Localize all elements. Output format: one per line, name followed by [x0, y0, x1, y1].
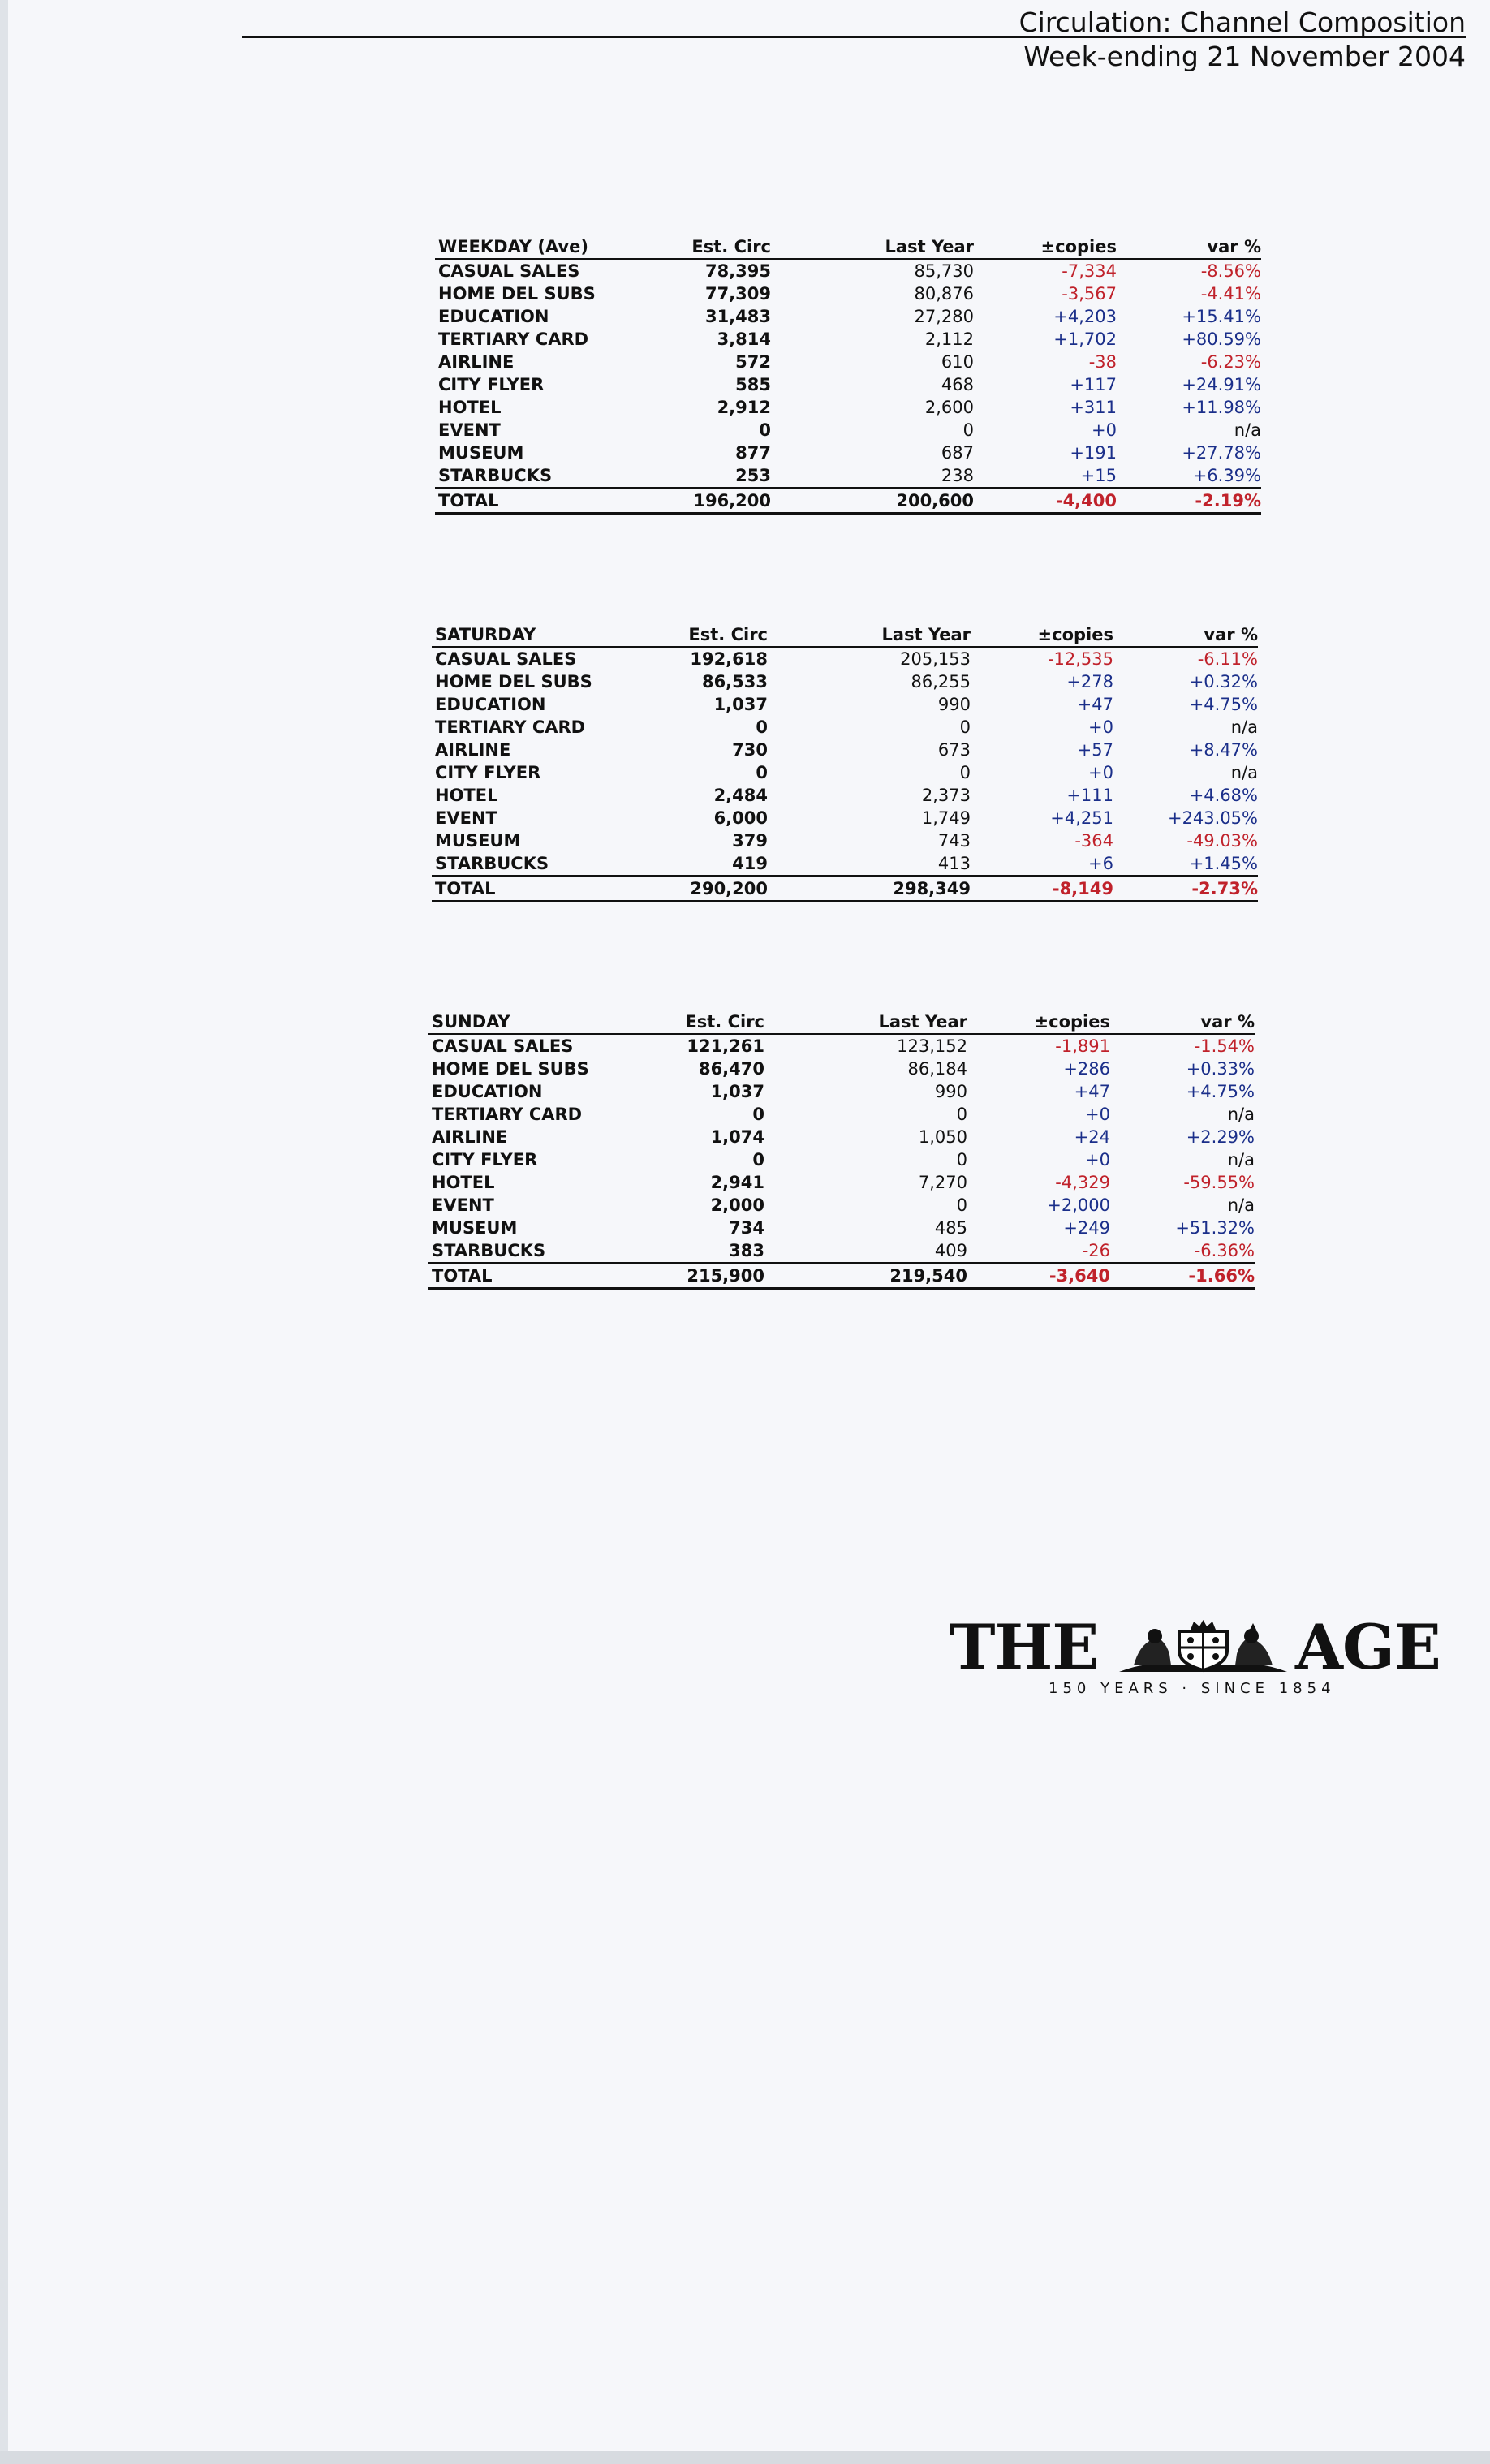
row-label: STARBUCKS: [438, 466, 553, 485]
row-est-circ: 253: [735, 466, 771, 485]
row-est-circ: 192,618: [690, 649, 768, 669]
table-row: [435, 419, 1261, 442]
col-copies-change: ±copies: [1040, 237, 1117, 256]
row-last-year: 2,600: [924, 398, 974, 417]
row-last-year: 1,749: [921, 808, 971, 828]
row-last-year: 0: [959, 717, 971, 737]
row-last-year: 85,730: [914, 261, 974, 281]
sunday-table: [428, 1010, 1255, 1290]
row-var-pct: -8.56%: [1200, 261, 1261, 281]
row-var-pct: +1.45%: [1189, 854, 1258, 873]
table-row: [428, 1217, 1255, 1239]
row-label: TERTIARY CARD: [435, 717, 586, 737]
table-row: [428, 1080, 1255, 1103]
row-copies-change: +2,000: [1047, 1195, 1110, 1215]
table-row: [428, 1103, 1255, 1126]
table-row: [432, 716, 1258, 739]
row-copies-change: +278: [1066, 672, 1113, 691]
row-var-pct: +243.05%: [1167, 808, 1258, 828]
row-copies-change: +0: [1088, 717, 1113, 737]
row-label: AIRLINE: [438, 352, 515, 372]
row-var-pct: -49.03%: [1186, 831, 1258, 851]
table-body: [435, 260, 1261, 487]
row-last-year: 2,112: [924, 330, 974, 349]
row-copies-change: +47: [1077, 695, 1113, 714]
row-var-pct: +4.75%: [1189, 695, 1258, 714]
row-var-pct: +0.33%: [1186, 1059, 1255, 1079]
total-label: TOTAL: [432, 1266, 493, 1286]
weekday-table: [435, 235, 1261, 515]
table-body: [432, 648, 1258, 875]
row-copies-change: +111: [1066, 786, 1113, 805]
table-row: [428, 1126, 1255, 1148]
col-var-pct: var %: [1204, 625, 1258, 644]
row-copies-change: +24: [1074, 1127, 1110, 1147]
row-var-pct: +4.68%: [1189, 786, 1258, 805]
row-var-pct: +24.91%: [1182, 375, 1261, 394]
col-est-circ: Est. Circ: [685, 1012, 764, 1032]
row-copies-change: +0: [1088, 763, 1113, 782]
logo-tagline: 150 YEARS · SINCE 1854: [1049, 1680, 1336, 1697]
row-est-circ: 383: [729, 1241, 764, 1260]
row-var-pct: -59.55%: [1183, 1173, 1255, 1192]
row-last-year: 80,876: [914, 284, 974, 304]
row-label: CASUAL SALES: [438, 261, 580, 281]
row-est-circ: 730: [732, 740, 768, 760]
total-last: 219,540: [889, 1266, 967, 1286]
row-label: HOTEL: [432, 1173, 495, 1192]
row-label: CASUAL SALES: [432, 1036, 574, 1056]
table-title: WEEKDAY (Ave): [438, 237, 588, 256]
row-copies-change: +311: [1070, 398, 1117, 417]
row-last-year: 7,270: [918, 1173, 967, 1192]
row-var-pct: +2.29%: [1186, 1127, 1255, 1147]
row-copies-change: +191: [1070, 443, 1117, 463]
table-row: [432, 761, 1258, 784]
table-row: [428, 1194, 1255, 1217]
row-label: MUSEUM: [438, 443, 524, 463]
row-var-pct: +15.41%: [1182, 307, 1261, 326]
row-est-circ: 877: [735, 443, 771, 463]
row-est-circ: 379: [732, 831, 768, 851]
table-header: [435, 235, 1261, 260]
row-est-circ: 0: [759, 420, 771, 440]
row-label: EVENT: [435, 808, 497, 828]
col-var-pct: var %: [1200, 1012, 1255, 1032]
row-est-circ: 6,000: [713, 808, 768, 828]
table-row: [428, 1171, 1255, 1194]
table-row: [435, 305, 1261, 328]
table-row: [432, 784, 1258, 807]
row-last-year: 27,280: [914, 307, 974, 326]
row-copies-change: +0: [1085, 1150, 1110, 1170]
scan-edge-bottom: [0, 2451, 1490, 2464]
row-est-circ: 3,814: [717, 330, 771, 349]
table-total-row: [428, 1262, 1255, 1290]
row-est-circ: 2,000: [710, 1195, 764, 1215]
row-est-circ: 86,470: [698, 1059, 764, 1079]
the-age-logo: [941, 1611, 1445, 1704]
row-label: EVENT: [438, 420, 501, 440]
row-copies-change: -4,329: [1055, 1173, 1110, 1192]
row-var-pct: +4.75%: [1186, 1082, 1255, 1101]
row-label: MUSEUM: [435, 831, 521, 851]
table-title: SATURDAY: [435, 625, 536, 644]
table-row: [435, 464, 1261, 487]
col-est-circ: Est. Circ: [688, 625, 768, 644]
scan-edge-left: [0, 0, 8, 2464]
row-var-pct: -6.11%: [1197, 649, 1258, 669]
row-label: HOTEL: [438, 398, 502, 417]
row-last-year: 123,152: [897, 1036, 967, 1056]
row-label: CITY FLYER: [432, 1150, 538, 1170]
row-copies-change: +57: [1077, 740, 1113, 760]
row-est-circ: 585: [735, 375, 771, 394]
total-est: 196,200: [693, 491, 771, 510]
col-last-year: Last Year: [885, 237, 974, 256]
col-var-pct: var %: [1207, 237, 1261, 256]
table-row: [432, 739, 1258, 761]
table-row: [428, 1148, 1255, 1171]
report-title: Circulation: Channel Composition: [1018, 6, 1466, 38]
total-var: -1.66%: [1188, 1266, 1255, 1286]
col-copies-change: ±copies: [1037, 625, 1113, 644]
row-label: HOTEL: [435, 786, 498, 805]
saturday-table: [432, 623, 1258, 902]
row-est-circ: 1,037: [713, 695, 768, 714]
row-est-circ: 2,912: [717, 398, 771, 417]
row-copies-change: +286: [1063, 1059, 1110, 1079]
total-var: -2.73%: [1191, 879, 1258, 898]
row-last-year: 743: [937, 831, 971, 851]
total-est: 290,200: [690, 879, 768, 898]
row-last-year: 687: [941, 443, 974, 463]
table-row: [435, 328, 1261, 351]
row-var-pct: n/a: [1227, 1105, 1255, 1124]
row-copies-change: -1,891: [1055, 1036, 1110, 1056]
row-est-circ: 31,483: [704, 307, 771, 326]
row-var-pct: +27.78%: [1182, 443, 1261, 463]
row-label: STARBUCKS: [435, 854, 549, 873]
total-label: TOTAL: [438, 491, 499, 510]
table-body: [428, 1035, 1255, 1262]
row-last-year: 0: [956, 1105, 967, 1124]
row-var-pct: -6.23%: [1200, 352, 1261, 372]
table-row: [435, 396, 1261, 419]
row-label: AIRLINE: [432, 1127, 508, 1147]
row-last-year: 86,184: [907, 1059, 967, 1079]
row-var-pct: +8.47%: [1189, 740, 1258, 760]
table-row: [432, 829, 1258, 852]
row-label: TERTIARY CARD: [432, 1105, 583, 1124]
table-row: [432, 852, 1258, 875]
row-est-circ: 86,533: [701, 672, 768, 691]
row-est-circ: 0: [752, 1105, 764, 1124]
col-last-year: Last Year: [878, 1012, 967, 1032]
total-chg: -4,400: [1055, 491, 1117, 510]
col-last-year: Last Year: [881, 625, 971, 644]
row-copies-change: +0: [1085, 1105, 1110, 1124]
row-last-year: 413: [937, 854, 971, 873]
table-row: [432, 670, 1258, 693]
row-last-year: 610: [941, 352, 974, 372]
row-last-year: 0: [956, 1195, 967, 1215]
row-last-year: 468: [941, 375, 974, 394]
row-copies-change: -26: [1082, 1241, 1110, 1260]
row-last-year: 2,373: [921, 786, 971, 805]
row-last-year: 0: [962, 420, 974, 440]
row-var-pct: n/a: [1227, 1195, 1255, 1215]
total-est: 215,900: [687, 1266, 764, 1286]
row-last-year: 990: [934, 1082, 967, 1101]
table-row: [432, 648, 1258, 670]
col-est-circ: Est. Circ: [691, 237, 771, 256]
row-est-circ: 78,395: [704, 261, 771, 281]
row-last-year: 205,153: [900, 649, 971, 669]
row-last-year: 238: [941, 466, 974, 485]
row-copies-change: +4,203: [1053, 307, 1117, 326]
row-var-pct: n/a: [1234, 420, 1261, 440]
total-label: TOTAL: [435, 879, 496, 898]
row-var-pct: +51.32%: [1175, 1218, 1255, 1238]
table-header: [428, 1010, 1255, 1035]
row-last-year: 0: [959, 763, 971, 782]
table-row: [432, 693, 1258, 716]
row-copies-change: -12,535: [1047, 649, 1113, 669]
total-last: 298,349: [893, 879, 971, 898]
row-copies-change: +6: [1088, 854, 1113, 873]
row-label: HOME DEL SUBS: [435, 672, 592, 691]
row-copies-change: +117: [1070, 375, 1117, 394]
row-label: HOME DEL SUBS: [438, 284, 596, 304]
row-est-circ: 0: [756, 763, 768, 782]
row-label: CITY FLYER: [438, 375, 545, 394]
row-copies-change: -3,567: [1062, 284, 1117, 304]
logo-word-the: THE: [950, 1611, 1099, 1683]
table-row: [435, 351, 1261, 373]
row-label: AIRLINE: [435, 740, 511, 760]
table-row: [428, 1058, 1255, 1080]
table-row: [435, 260, 1261, 282]
table-row: [428, 1239, 1255, 1262]
total-last: 200,600: [896, 491, 974, 510]
row-copies-change: +0: [1092, 420, 1117, 440]
row-label: CITY FLYER: [435, 763, 541, 782]
row-label: STARBUCKS: [432, 1241, 546, 1260]
row-var-pct: +0.32%: [1189, 672, 1258, 691]
row-var-pct: +11.98%: [1182, 398, 1261, 417]
table-total-row: [432, 875, 1258, 902]
row-last-year: 86,255: [911, 672, 971, 691]
row-last-year: 485: [934, 1218, 967, 1238]
row-copies-change: -7,334: [1062, 261, 1117, 281]
row-label: EDUCATION: [432, 1082, 543, 1101]
row-label: EDUCATION: [438, 307, 549, 326]
row-var-pct: n/a: [1230, 717, 1258, 737]
row-copies-change: +4,251: [1050, 808, 1113, 828]
row-est-circ: 121,261: [687, 1036, 764, 1056]
logo-word-age: AGE: [1295, 1611, 1440, 1683]
row-last-year: 673: [937, 740, 971, 760]
row-copies-change: -38: [1088, 352, 1117, 372]
row-var-pct: n/a: [1230, 763, 1258, 782]
coat-of-arms-icon: [1116, 1618, 1290, 1675]
row-copies-change: +1,702: [1053, 330, 1117, 349]
row-est-circ: 1,037: [710, 1082, 764, 1101]
table-row: [435, 373, 1261, 396]
table-row: [428, 1035, 1255, 1058]
row-est-circ: 2,941: [710, 1173, 764, 1192]
row-est-circ: 0: [752, 1150, 764, 1170]
row-copies-change: +47: [1074, 1082, 1110, 1101]
row-label: MUSEUM: [432, 1218, 518, 1238]
row-var-pct: -4.41%: [1200, 284, 1261, 304]
row-est-circ: 1,074: [710, 1127, 764, 1147]
row-last-year: 1,050: [918, 1127, 967, 1147]
row-var-pct: +80.59%: [1182, 330, 1261, 349]
row-est-circ: 734: [729, 1218, 764, 1238]
table-title: SUNDAY: [432, 1012, 510, 1032]
report-subtitle: Week-ending 21 November 2004: [1023, 41, 1466, 72]
row-est-circ: 2,484: [713, 786, 768, 805]
row-copies-change: +249: [1063, 1218, 1110, 1238]
row-label: TERTIARY CARD: [438, 330, 589, 349]
col-copies-change: ±copies: [1034, 1012, 1110, 1032]
row-label: EVENT: [432, 1195, 494, 1215]
row-label: EDUCATION: [435, 695, 546, 714]
total-chg: -3,640: [1049, 1266, 1110, 1286]
row-label: CASUAL SALES: [435, 649, 577, 669]
row-label: HOME DEL SUBS: [432, 1059, 589, 1079]
table-row: [432, 807, 1258, 829]
table-row: [435, 282, 1261, 305]
row-est-circ: 0: [756, 717, 768, 737]
row-est-circ: 419: [732, 854, 768, 873]
row-var-pct: -6.36%: [1194, 1241, 1255, 1260]
row-last-year: 409: [934, 1241, 967, 1260]
row-copies-change: -364: [1074, 831, 1113, 851]
row-est-circ: 572: [735, 352, 771, 372]
row-last-year: 990: [937, 695, 971, 714]
row-var-pct: +6.39%: [1192, 466, 1261, 485]
row-var-pct: -1.54%: [1194, 1036, 1255, 1056]
row-copies-change: +15: [1080, 466, 1117, 485]
row-var-pct: n/a: [1227, 1150, 1255, 1170]
table-row: [435, 442, 1261, 464]
total-chg: -8,149: [1052, 879, 1113, 898]
row-last-year: 0: [956, 1150, 967, 1170]
table-total-row: [435, 487, 1261, 515]
row-est-circ: 77,309: [704, 284, 771, 304]
total-var: -2.19%: [1195, 491, 1261, 510]
table-header: [432, 623, 1258, 648]
